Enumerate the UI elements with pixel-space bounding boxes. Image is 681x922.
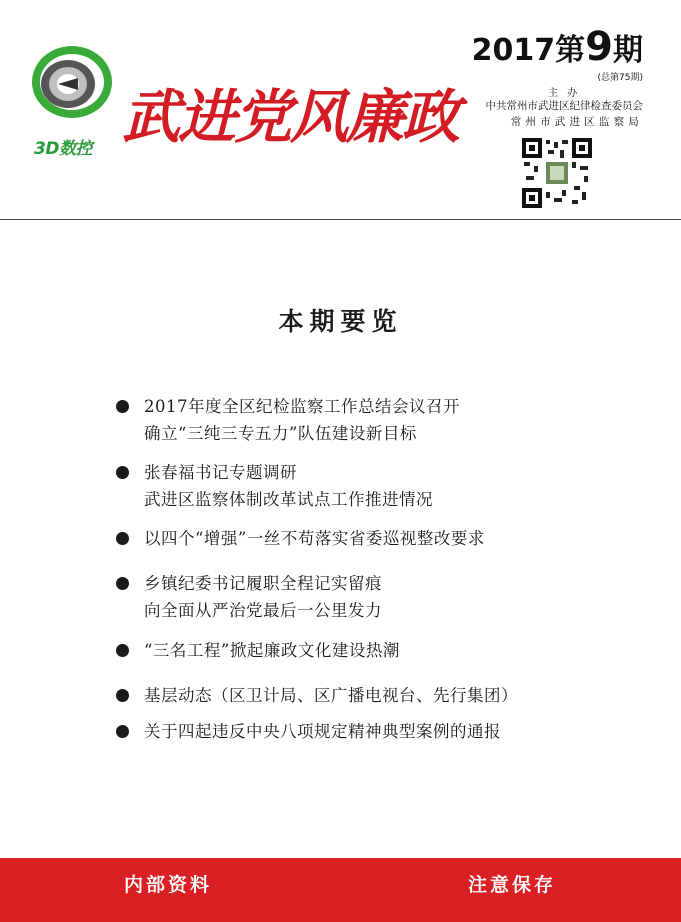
toc-item-line1: 基层动态（区卫计局、区广播电视台、先行集团） bbox=[144, 686, 518, 705]
toc-item-line2: 确立“三纯三专五力”队伍建设新目标 bbox=[144, 424, 417, 443]
footer-keep-label: 注意保存 bbox=[468, 874, 557, 896]
toc-item-line2: 向全面从严治党最后一公里发力 bbox=[144, 601, 382, 620]
bullet-icon bbox=[116, 400, 129, 413]
toc-item-line1: 张春福书记专题调研 bbox=[144, 463, 297, 482]
toc-item[interactable] bbox=[116, 682, 518, 709]
masthead-title: 武进党风廉政 bbox=[122, 83, 459, 151]
sponsor-committee: 中共常州市武进区纪律检查委员会 bbox=[485, 100, 643, 112]
toc-item-line2: 武进区监察体制改革试点工作推进情况 bbox=[144, 490, 433, 509]
issue-year: 2017第 bbox=[471, 33, 586, 68]
qr-code-icon[interactable] bbox=[522, 138, 592, 208]
sponsor-label: 主 办 bbox=[548, 88, 581, 99]
issue-suffix: 期 bbox=[613, 33, 643, 68]
bullet-icon bbox=[116, 725, 129, 738]
toc-item-line1: 2017年度全区纪检监察工作总结会议召开 bbox=[144, 397, 460, 416]
toc-item[interactable] bbox=[116, 570, 382, 624]
toc-item[interactable] bbox=[116, 459, 433, 513]
issue-num: 9 bbox=[585, 24, 613, 70]
toc-item[interactable] bbox=[116, 393, 460, 447]
header-divider bbox=[0, 219, 681, 220]
logo-text: 3D数控 bbox=[34, 139, 92, 159]
bullet-icon bbox=[116, 644, 129, 657]
header bbox=[0, 0, 681, 220]
toc-item-line1: 以四个“增强”一丝不苟落实省委巡视整改要求 bbox=[144, 529, 485, 548]
bullet-icon bbox=[116, 689, 129, 702]
footer-internal-label: 内部资料 bbox=[124, 874, 213, 896]
sponsor-bureau: 常州市武进区监察局 bbox=[510, 116, 643, 128]
total-issue: (总第75期) bbox=[597, 73, 643, 83]
toc-item[interactable] bbox=[116, 637, 400, 664]
footer-band bbox=[0, 858, 681, 922]
toc-item-line1: 乡镇纪委书记履职全程记实留痕 bbox=[144, 574, 382, 593]
logo-icon bbox=[28, 42, 116, 122]
toc-item[interactable] bbox=[116, 525, 485, 552]
toc-item-line1: 关于四起违反中央八项规定精神典型案例的通报 bbox=[144, 722, 501, 741]
bullet-icon bbox=[116, 466, 129, 479]
toc-title: 本期要览 bbox=[278, 307, 403, 336]
toc-item[interactable] bbox=[116, 718, 501, 745]
bullet-icon bbox=[116, 577, 129, 590]
toc-item-line1: “三名工程”掀起廉政文化建设热潮 bbox=[144, 641, 400, 660]
bullet-icon bbox=[116, 532, 129, 545]
issue-number bbox=[472, 24, 643, 70]
